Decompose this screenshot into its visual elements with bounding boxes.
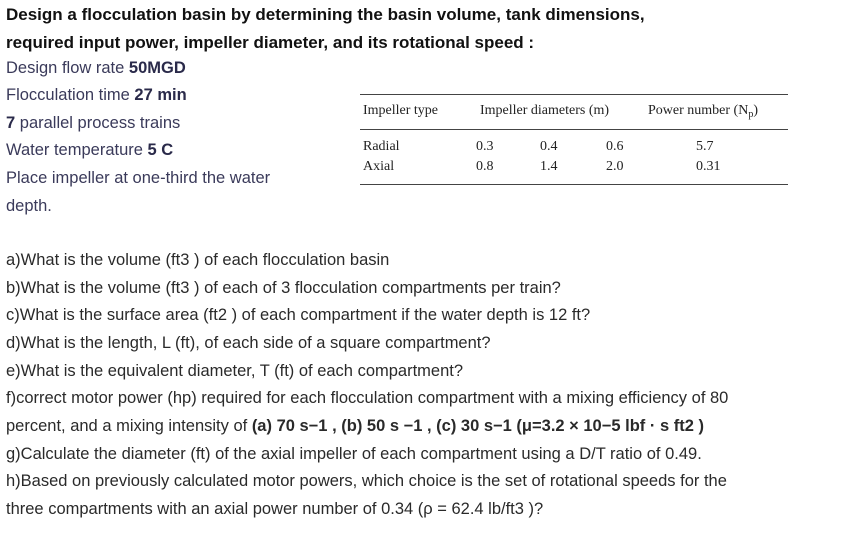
question-g: g)Calculate the diameter (ft) of the axial impeller of each compartment using a D/T ratio of 0.49. [6, 445, 702, 463]
question-b: b)What is the volume (ft3 ) of each of 3 flocculation compartments per train? [6, 279, 561, 297]
process-trains: 7 parallel process trains [6, 114, 181, 132]
row-diameter: 0.6 [606, 139, 624, 154]
question-c: c)What is the surface area (ft2 ) of each compartment if the water depth is 12 ft? [6, 306, 591, 324]
water-temperature: Water temperature 5 C [6, 141, 174, 159]
impeller-placement-line-2: depth. [6, 197, 52, 215]
question-h-line-1: h)Based on previously calculated motor powers, which choice is the set of rotational speeds for the [6, 472, 727, 490]
question-e: e)What is the equivalent diameter, T (ft) of each compartment? [6, 362, 464, 380]
row-diameter: 0.8 [476, 159, 494, 174]
table-bottom-rule [360, 184, 788, 185]
question-f-line-1: f)correct motor power (hp) required for each flocculation compartment with a mixing efficiency of 80 [6, 389, 729, 407]
table-top-rule [360, 94, 788, 95]
heading-line-1: Design a flocculation basin by determining the basin volume, tank dimensions, [6, 5, 645, 24]
row-type: Axial [363, 159, 395, 174]
row-diameter: 0.3 [476, 139, 494, 154]
row-diameter: 0.4 [540, 139, 558, 154]
question-f-line-2: percent, and a mixing intensity of (a) 70 s−1 , (b) 50 s −1 , (c) 30 s−1 (μ=3.2 × 10−5 lbf · s ft2 ) [6, 417, 704, 435]
row-diameter: 2.0 [606, 159, 624, 174]
row-power-number: 5.7 [696, 139, 714, 154]
row-diameter: 1.4 [540, 159, 558, 174]
table-header-rule [360, 129, 788, 130]
question-d: d)What is the length, L (ft), of each side of a square compartment? [6, 334, 491, 352]
header-power-number: Power number $(N_p)$ [648, 103, 758, 120]
row-type: Radial [363, 139, 400, 154]
question-h-line-2: three compartments with an axial power number of 0.34 (ρ = 62.4 lb/ft3 )? [6, 500, 544, 518]
header-impeller-diameters: Impeller diameters (m) [480, 103, 610, 118]
design-flow-rate: Design flow rate 50MGD [6, 59, 186, 77]
heading-line-2: required input power, impeller diameter, and its rotational speed : [6, 33, 535, 52]
impeller-placement-line-1: Place impeller at one-third the water [6, 169, 271, 187]
question-a: a)What is the volume (ft3 ) of each flocculation basin [6, 251, 390, 269]
flocculation-time: Flocculation time 27 min [6, 86, 187, 104]
row-power-number: 0.31 [696, 159, 721, 174]
header-impeller-type: Impeller type [363, 103, 439, 118]
